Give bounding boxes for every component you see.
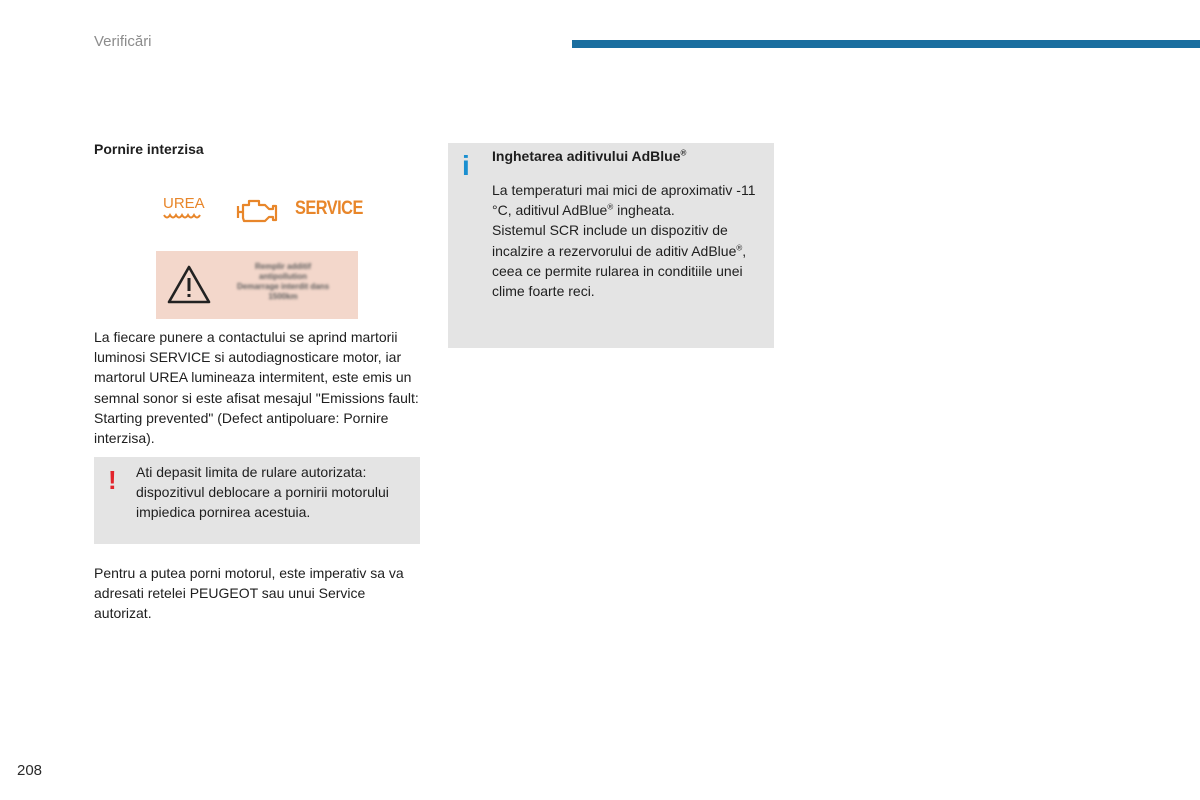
info-body (492, 180, 762, 301)
display-message-line: Demarrage interdit dans (236, 282, 330, 291)
service-lamp-label: SERVICE (295, 198, 363, 219)
urea-lamp-label: UREA (163, 195, 205, 212)
section-heading: Pornire interzisa (94, 141, 204, 157)
registered-mark: ® (680, 148, 687, 158)
display-message-line: 1500km (268, 292, 298, 301)
display-message-line: Remplir additif (254, 262, 311, 271)
info-text-segment: Sistemul SCR include un dispozitiv de incalzire a rezervorului de aditiv AdBlue (492, 222, 737, 259)
info-title (492, 148, 686, 164)
info-paragraph (492, 220, 762, 301)
display-message-line: antipollution (259, 272, 307, 281)
urea-wave-icon (163, 213, 205, 221)
info-paragraph (492, 180, 762, 220)
engine-check-icon (236, 196, 278, 226)
display-message-text (218, 262, 348, 302)
service-paragraph: Pentru a putea porni motorul, este imperativ sa va adresati retelei PEUGEOT sau unui Service autorizat. (94, 565, 404, 622)
alert-box (94, 457, 420, 544)
header-accent-bar (572, 40, 1200, 48)
alert-text: Ati depasit limita de rulare autorizata: dispozitivul deblocare a pornirii motorului impiedica pornirea acestuia. (136, 464, 389, 521)
display-message-panel (156, 251, 358, 319)
startup-paragraph: La fiecare punere a contactului se aprind martorii luminosi SERVICE si autodiagnosticare motor, iar martorul UREA lumineaza intermitent, este emis un semnal sonor si este afisat mesajul "Emissions fault: Starting prevented" (Defect antipoluare: Pornire interzisa). (94, 329, 419, 447)
page-number: 208 (17, 762, 43, 779)
info-text-segment: ingheata. (613, 202, 675, 219)
info-text-segment: La temperaturi mai mici de aproximativ -11 °C, aditivul AdBlue (492, 182, 756, 219)
info-title-text: Inghetarea aditivului AdBlue (492, 148, 681, 164)
info-text-segment: , ceea ce permite rularea in conditiile unei clime foarte reci. (492, 242, 747, 300)
section-title: Verificări (94, 33, 152, 50)
warning-triangle-icon (166, 264, 212, 306)
warning-lamps (160, 192, 363, 228)
exclamation-icon: ! (108, 465, 117, 495)
registered-mark: ® (736, 242, 743, 252)
info-box (448, 143, 774, 348)
registered-mark: ® (607, 202, 614, 212)
urea-lamp-icon (163, 196, 209, 226)
info-icon: i (462, 150, 470, 181)
